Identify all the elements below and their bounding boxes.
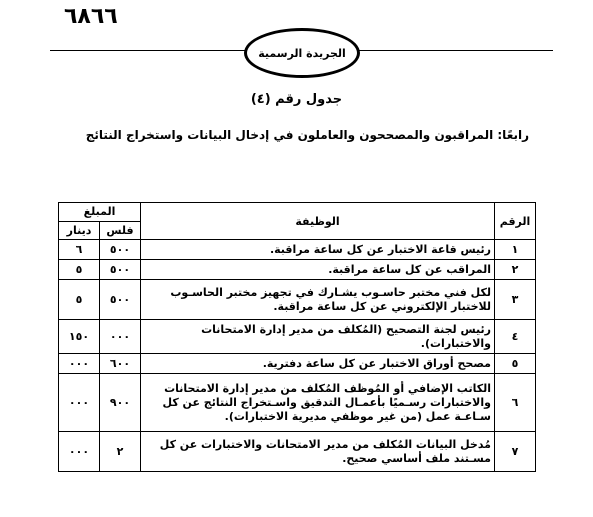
row-job: رئيس لجنة التصحيح (المُكلف من مدير إدارة الامتحانات والاختبارات). <box>141 320 495 354</box>
table-row <box>59 260 536 280</box>
row-dinar: ٠٠٠ <box>59 432 100 472</box>
table-row <box>59 374 536 432</box>
row-fils: ٩٠٠ <box>100 374 141 432</box>
row-job: مصحح أوراق الاختبار عن كل ساعة دفترية. <box>141 354 495 374</box>
header-dinar: دينار <box>59 221 100 240</box>
row-fils: ٢ <box>100 432 141 472</box>
row-fils: ٥٠٠ <box>100 260 141 280</box>
row-fils: ٥٠٠ <box>100 240 141 260</box>
row-dinar: ٠٠٠ <box>59 374 100 432</box>
table-row <box>59 240 536 260</box>
row-number: ٢ <box>495 260 536 280</box>
masthead-title: الجريدة الرسمية <box>258 46 346 60</box>
row-fils: ٠٠٠ <box>100 320 141 354</box>
table-row <box>59 354 536 374</box>
row-dinar: ٥ <box>59 280 100 320</box>
row-job: لكل فني مختبر حاسـوب يشـارك في تجهيز مختبر الحاسـوب للاختبار الإلكتروني عن كل ساعة مراقبة. <box>141 280 495 320</box>
row-fils: ٥٠٠ <box>100 280 141 320</box>
row-job: مُدخل البيانات المُكلف من مدير الامتحانات والاختبارات عن كل مسـتند ملف أساسي صحيح. <box>141 432 495 472</box>
row-dinar: ٦ <box>59 240 100 260</box>
table-row <box>59 320 536 354</box>
header-fils: فلس <box>100 221 141 240</box>
table-row <box>59 280 536 320</box>
row-number: ١ <box>495 240 536 260</box>
row-dinar: ١٥٠ <box>59 320 100 354</box>
row-job: المراقب عن كل ساعة مراقبة. <box>141 260 495 280</box>
row-number: ٧ <box>495 432 536 472</box>
row-job: رئيس قاعة الاختبار عن كل ساعة مراقبة. <box>141 240 495 260</box>
row-number: ٥ <box>495 354 536 374</box>
allowances-table <box>58 202 536 472</box>
table-row <box>59 432 536 472</box>
row-dinar: ٠٠٠ <box>59 354 100 374</box>
row-number: ٤ <box>495 320 536 354</box>
header-amount: المبلغ <box>59 203 141 222</box>
row-dinar: ٥ <box>59 260 100 280</box>
masthead-seal <box>244 28 360 78</box>
row-number: ٦ <box>495 374 536 432</box>
row-fils: ٦٠٠ <box>100 354 141 374</box>
section-title: رابعًا: المراقبون والمصححون والعاملون في إدخال البيانات واستخراج النتائج <box>85 128 529 142</box>
page-number: ٦٨٦٦ <box>64 4 118 29</box>
header-number: الرقم <box>495 203 536 240</box>
header-job: الوظيفة <box>141 203 495 240</box>
row-number: ٣ <box>495 280 536 320</box>
table-title: جدول رقم (٤) <box>250 92 343 107</box>
row-job: الكاتب الإضافي أو المُوظف المُكلف من مدير إدارة الامتحانات والاختبارات رسـميًا بأعمـال التدقيق واسـتخراج النتائج عن كل سـاعـة عمل (من غير موظفي مديرية الاختبارات). <box>141 374 495 432</box>
